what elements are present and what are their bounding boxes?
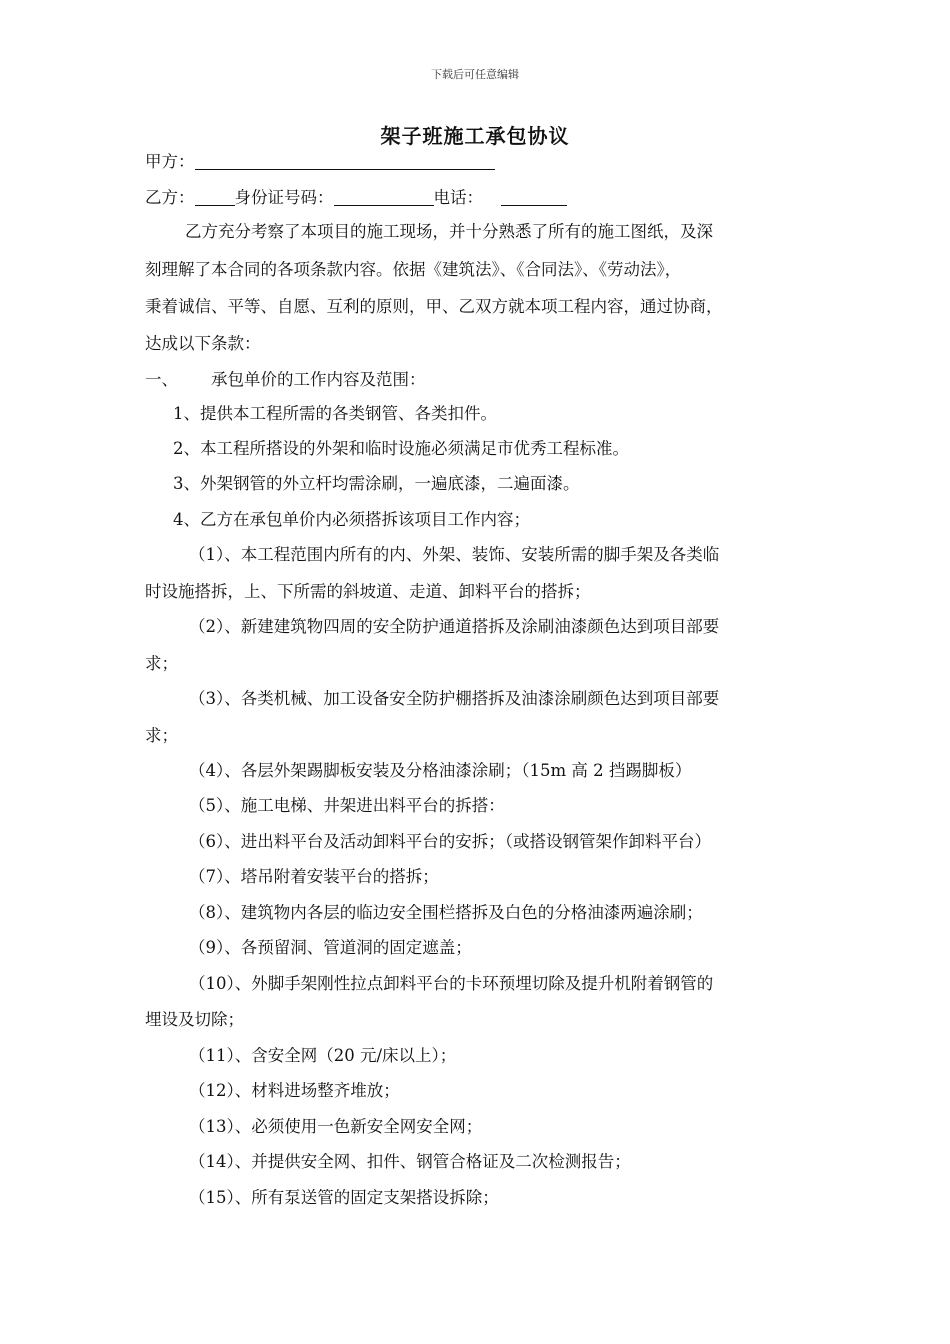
phone-label: 电话： bbox=[433, 188, 483, 207]
sub-item-continued: 求； bbox=[145, 654, 178, 673]
sub-item-continued: 埋设及切除； bbox=[145, 1010, 244, 1029]
sub-item: （8）、建筑物内各层的临边安全围栏搭拆及白色的分格油漆两遍涂刷； bbox=[189, 903, 703, 922]
sub-item: （9）、各预留洞、管道洞的固定遮盖； bbox=[189, 938, 472, 957]
party-a-blank bbox=[195, 153, 495, 170]
intro-line: 秉着诚信、平等、自愿、互利的原则，甲、乙双方就本项工程内容，通过协商， bbox=[145, 297, 723, 316]
party-b-blank bbox=[195, 189, 235, 206]
sub-item: （7）、塔吊附着安装平台的搭拆； bbox=[189, 867, 439, 886]
sub-item-continued: 求； bbox=[145, 726, 178, 745]
sub-item: （11）、含安全网（20 元/床以上）； bbox=[189, 1046, 457, 1065]
intro-line: 达成以下条款： bbox=[145, 334, 261, 353]
sub-item-continued: 时设施搭拆，上、下所需的斜坡道、走道、卸料平台的搭拆； bbox=[145, 582, 591, 601]
id-label: 身份证号码： bbox=[234, 188, 334, 207]
list-item: 3、外架钢管的外立杆均需涂刷，一遍底漆，二遍面漆。 bbox=[173, 474, 580, 493]
sub-item: （1）、本工程范围内所有的内、外架、装饰、安装所需的脚手架及各类临 bbox=[189, 545, 720, 564]
id-blank bbox=[334, 189, 434, 206]
sub-item: （5）、施工电梯、井架进出料平台的拆搭： bbox=[189, 796, 505, 815]
list-item: 4、乙方在承包单价内必须搭拆该项目工作内容； bbox=[173, 510, 530, 529]
party-b-label: 乙方： bbox=[145, 188, 195, 207]
phone-blank bbox=[501, 189, 567, 206]
party-b-line bbox=[145, 184, 567, 208]
header-note: 下载后可任意编辑 bbox=[431, 68, 519, 81]
sub-item: （4）、各层外架踢脚板安装及分格油漆涂刷；（15m 高 2 挡踢脚板） bbox=[189, 761, 692, 780]
intro-line: 刻理解了本合同的各项条款内容。依据《建筑法》、《合同法》、《劳动法》， bbox=[145, 260, 682, 279]
list-item: 1、提供本工程所需的各类钢管、各类扣件。 bbox=[173, 404, 497, 423]
section-title: 承包单价的工作内容及范围： bbox=[211, 370, 426, 389]
party-a-label: 甲方： bbox=[145, 152, 195, 171]
list-item: 2、本工程所搭设的外架和临时设施必须满足市优秀工程标准。 bbox=[173, 439, 629, 458]
section-number: 一、 bbox=[145, 370, 178, 389]
sub-item: （2）、新建建筑物四周的安全防护通道搭拆及涂刷油漆颜色达到项目部要 bbox=[189, 617, 720, 636]
sub-item: （12）、材料进场整齐堆放； bbox=[189, 1081, 400, 1100]
document-title: 架子班施工承包协议 bbox=[380, 124, 570, 148]
party-a-line bbox=[145, 148, 495, 172]
sub-item: （13）、必须使用一色新安全网安全网； bbox=[189, 1117, 483, 1136]
intro-line: 乙方充分考察了本项目的施工现场，并十分熟悉了所有的施工图纸，及深 bbox=[185, 222, 713, 241]
section-heading bbox=[145, 366, 426, 390]
sub-item: （15）、所有泵送管的固定支架搭设拆除； bbox=[189, 1188, 499, 1207]
sub-item: （14）、并提供安全网、扣件、钢管合格证及二次检测报告； bbox=[189, 1152, 631, 1171]
sub-item: （3）、各类机械、加工设备安全防护棚搭拆及油漆涂刷颜色达到项目部要 bbox=[189, 689, 720, 708]
sub-item: （10）、外脚手架刚性拉点卸料平台的卡环预埋切除及提升机附着钢管的 bbox=[189, 974, 714, 993]
sub-item: （6）、进出料平台及活动卸料平台的安拆；（或搭设钢管架作卸料平台） bbox=[189, 832, 711, 851]
